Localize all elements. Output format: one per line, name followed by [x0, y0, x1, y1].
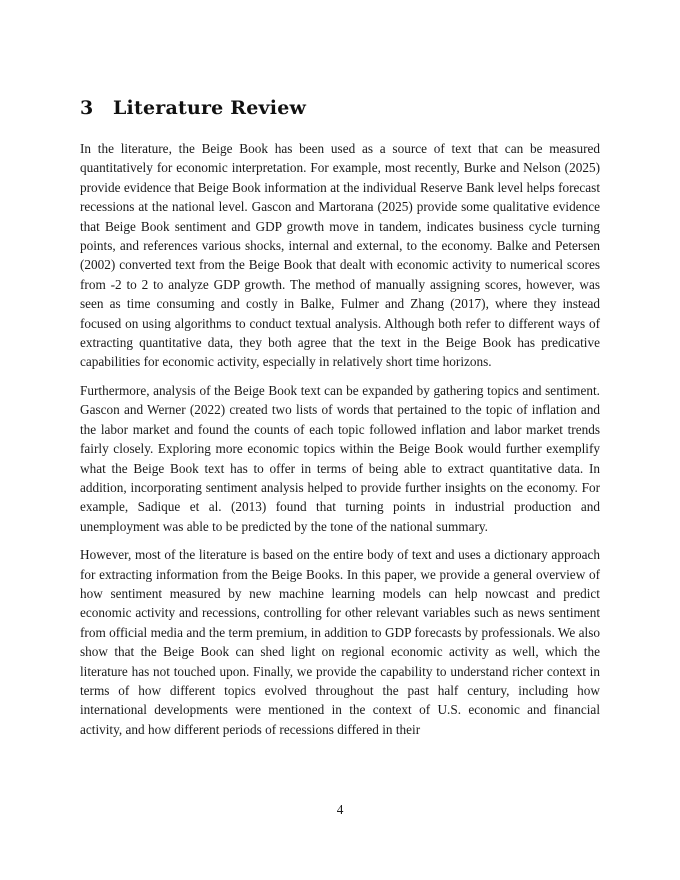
section-heading [80, 95, 600, 121]
page-number: 4 [336, 802, 344, 817]
section-number: 3 [80, 97, 94, 119]
section-title: Literature Review [113, 97, 307, 119]
body-text [80, 139, 600, 748]
paragraph-1: In the literature, the Beige Book has been used as a source of text that can be measured quantitatively for economic interpretation. For example, most recently, Burke and Nelson (2025) provide evidence that Beige Book information at the individual Reserve Bank level helps forecast recessions at the national level. Gascon and Martorana (2025) provide some qualitative evidence that Beige Book sentiment and GDP growth move in tandem, indicates business cycle turning points, and references various shocks, internal and external, to the economy. Balke and Petersen (2002) converted text from the Beige Book that dealt with economic activity to numerical scores from -2 to 2 to analyze GDP growth. The method of manually assigning scores, however, was seen as time consuming and costly in Balke, Fulmer and Zhang (2017), where they instead focused on using algorithms to conduct textual analysis. Although both refer to different ways of extracting quantitative data, they both agree that the text in the Beige Book has predicative capabilities for economic activity, especially in relatively short time horizons. [80, 141, 600, 370]
paragraph-3: However, most of the literature is based on the entire body of text and uses a dictionary approach for extracting information from the Beige Books. In this paper, we provide a general overview of how sentiment measured by new machine learning models can help nowcast and predict economic activity and recessions, controlling for other relevant variables such as news sentiment from official media and the term premium, in addition to GDP forecasts by professionals. We also show that the Beige Book can shed light on regional economic activity as well, which the literature has not touched upon. Finally, we provide the capability to understand richer context in terms of how different topics evolved throughout the past half century, including how international developments were mentioned in the context of U.S. economic and financial activity, and how different periods of recessions differed in their [80, 547, 600, 737]
paragraph-2: Furthermore, analysis of the Beige Book text can be expanded by gathering topics and sentiment. Gascon and Werner (2022) created two lists of words that pertained to the topic of inflation and the labor market and found the counts of each topic followed inflation and labor market trends fairly closely. Exploring more economic topics within the Beige Book would further exemplify what the Beige Book text has to offer in terms of being able to extract quantitative data. In addition, incorporating sentiment analysis helped to provide further insights on the economy. For example, Sadique et al. (2013) found that turning points in industrial production and unemployment was able to be predicted by the tone of the national summary. [80, 382, 600, 534]
